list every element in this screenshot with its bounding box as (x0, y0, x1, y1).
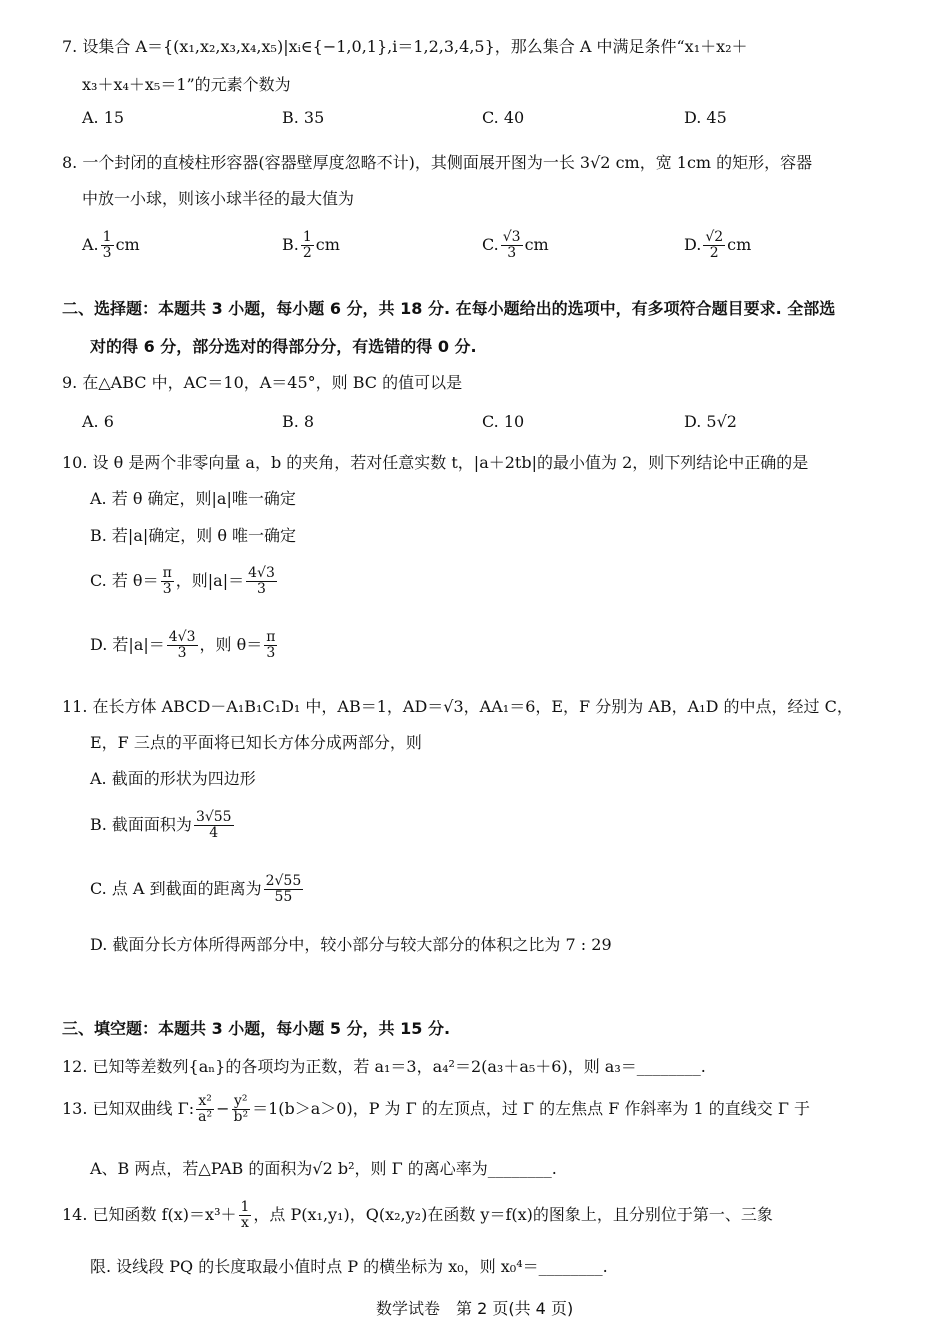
q8-option-b (282, 230, 340, 261)
q11-option-a: A. 截面的形状为四边形 (90, 769, 256, 788)
q7-line1: 7. 设集合 A＝{(x₁,x₂,x₃,x₄,x₅)|xᵢ∈{−1,0,1},i＝1,2,3,4,5}，那么集合 A 中满足条件“x₁＋x₂＋ (62, 37, 748, 56)
q8-option-c-num: √3 (502, 229, 521, 245)
q10-option-a: A. 若 θ 确定，则|a|唯一确定 (90, 489, 296, 508)
q10-option-d-frac2 (264, 630, 277, 661)
q10-option-d-frac1 (167, 630, 198, 661)
q11-option-b-pre: B. 截面面积为 (90, 815, 192, 834)
q8-option-b-den: 2 (302, 245, 312, 261)
q9-stem: 9. 在△ABC 中，AC＝10，A＝45°，则 BC 的值可以是 (62, 373, 463, 392)
q10-option-d-frac2-num: π (266, 629, 276, 645)
q13-minus: − (216, 1099, 230, 1118)
q8-option-b-unit: cm (315, 235, 340, 254)
q10-option-d-mid: ，则 θ＝ (199, 635, 263, 654)
q13-pre: 13. 已知双曲线 Γ: (62, 1099, 195, 1118)
q8-option-d (684, 230, 751, 261)
q12-line: 12. 已知等差数列{aₙ}的各项均为正数，若 a₁＝3，a₄²＝2(a₃＋a₅＋6)，则 a₃＝________. (62, 1057, 706, 1076)
q11-option-b-frac-num: 3√55 (195, 809, 232, 825)
q10-option-c-frac2-den: 3 (257, 581, 266, 597)
q9-option-a: A. 6 (82, 412, 114, 431)
q8-option-c-unit: cm (524, 235, 549, 254)
q10-option-d-frac1-num: 4√3 (168, 629, 196, 645)
q8-option-b-fraction (301, 230, 314, 261)
q8-option-c-den: 3 (507, 245, 517, 261)
page-footer: 数学试卷 第 2 页(共 4 页) (376, 1299, 574, 1318)
q10-stem: 10. 设 θ 是两个非零向量 a，b 的夹角，若对任意实数 t，|a＋2tb|的最小值为 2，则下列结论中正确的是 (62, 453, 809, 472)
q13-frac2-den: b² (233, 1109, 249, 1125)
q9-option-d: D. 5√2 (684, 412, 737, 431)
q13-line2: A、B 两点，若△PAB 的面积为√2 b²，则 Γ 的离心率为________. (90, 1159, 557, 1178)
q9-option-b: B. 8 (282, 412, 315, 431)
q11-option-b (90, 810, 236, 841)
q8-option-d-fraction (703, 230, 725, 261)
q10-option-d-frac2-den: 3 (266, 645, 276, 661)
q8-option-a-prefix: A. (82, 235, 99, 254)
q8-option-a-den: 3 (102, 245, 112, 261)
q7-line2: x₃＋x₄＋x₅＝1”的元素个数为 (82, 75, 291, 94)
q8-line2: 中放一小球，则该小球半径的最大值为 (82, 189, 355, 208)
q13-frac2-num: y² (234, 1093, 248, 1109)
q8-option-d-num: √2 (705, 229, 724, 245)
q10-option-c-frac1-num: π (162, 565, 172, 581)
q14-post: ，点 P(x₁,y₁)，Q(x₂,y₂)在函数 y＝f(x)的图象上，且分别位于第一、三象 (253, 1205, 773, 1224)
q13-post: ＝1(b＞a＞0)，P 为 Γ 的左顶点，过 Γ 的左焦点 F 作斜率为 1 的直线交 Γ 于 (252, 1099, 811, 1118)
q8-option-d-den: 2 (709, 245, 719, 261)
q8-option-d-unit: cm (727, 235, 752, 254)
q11-option-c-frac-den: 55 (274, 889, 293, 905)
section3-heading: 三、填空题：本题共 3 小题，每小题 5 分，共 15 分. (62, 1019, 451, 1038)
q11-option-c-frac (264, 874, 304, 905)
q11-option-c-frac-num: 2√55 (265, 873, 302, 889)
q7-option-a: A. 15 (82, 108, 125, 127)
section2-heading-line1: 二、选择题：本题共 3 小题，每小题 6 分，共 18 分. 在每小题给出的选项中，有多项符合题目要求. 全部选 (62, 299, 836, 318)
q14-line2: 限. 设线段 PQ 的长度取最小值时点 P 的横坐标为 x₀，则 x₀⁴＝________. (90, 1257, 608, 1276)
q10-option-c-pre: C. 若 θ＝ (90, 571, 159, 590)
q10-option-d-frac1-den: 3 (177, 645, 187, 661)
q7-option-d: D. 45 (684, 108, 727, 127)
q13-line1 (62, 1094, 810, 1125)
q11-line2: E，F 三点的平面将已知长方体分成两部分，则 (90, 733, 422, 752)
q8-option-c-prefix: C. (482, 235, 499, 254)
q8-option-c (482, 230, 549, 261)
q14-pre: 14. 已知函数 f(x)＝x³＋ (62, 1205, 237, 1224)
section2-heading-line2: 对的得 6 分，部分选对的得部分分，有选错的得 0 分. (90, 337, 477, 356)
q13-frac1 (196, 1094, 214, 1125)
q11-option-c (90, 874, 305, 905)
q8-option-b-prefix: B. (282, 235, 299, 254)
q10-option-d (90, 630, 279, 661)
q10-option-c-frac1-den: 3 (162, 581, 172, 597)
q10-option-c-frac2-num: 4√3 (248, 565, 275, 581)
q8-option-c-fraction (501, 230, 523, 261)
q10-option-b: B. 若|a|确定，则 θ 唯一确定 (90, 526, 297, 545)
q11-option-b-frac-den: 4 (209, 825, 219, 841)
q14-frac1-den: x (241, 1215, 249, 1231)
q10-option-c (90, 566, 279, 597)
q10-option-c-frac2 (246, 566, 277, 597)
q14-frac1-num: 1 (240, 1199, 250, 1215)
q13-frac1-den: a² (198, 1109, 213, 1125)
q13-frac2 (232, 1094, 251, 1125)
q11-option-d: D. 截面分长方体所得两部分中，较小部分与较大部分的体积之比为 7 : 29 (90, 935, 612, 954)
q13-frac1-num: x² (198, 1093, 212, 1109)
q11-option-b-frac (194, 810, 234, 841)
q11-option-c-pre: C. 点 A 到截面的距离为 (90, 879, 262, 898)
q10-option-d-pre: D. 若|a|＝ (90, 635, 165, 654)
q7-option-b: B. 35 (282, 108, 325, 127)
q9-option-c: C. 10 (482, 412, 525, 431)
q10-option-c-mid: ，则|a|＝ (175, 571, 245, 590)
q8-option-a (82, 230, 140, 261)
q8-option-a-unit: cm (115, 235, 140, 254)
q7-option-c: C. 40 (482, 108, 525, 127)
q8-option-a-num: 1 (102, 229, 112, 245)
q8-line1: 8. 一个封闭的直棱柱形容器(容器壁厚度忽略不计)，其侧面展开图为一长 3√2 cm，宽 1cm 的矩形，容器 (62, 153, 813, 172)
q14-frac1 (239, 1200, 252, 1231)
q14-line1 (62, 1200, 773, 1231)
q8-option-a-fraction (101, 230, 114, 261)
q8-option-d-prefix: D. (684, 235, 702, 254)
q10-option-c-frac1 (161, 566, 174, 597)
q11-line1: 11. 在长方体 ABCD－A₁B₁C₁D₁ 中，AB＝1，AD＝√3，AA₁＝6，E，F 分别为 AB，A₁D 的中点，经过 C， (62, 697, 853, 716)
q8-option-b-num: 1 (302, 229, 312, 245)
